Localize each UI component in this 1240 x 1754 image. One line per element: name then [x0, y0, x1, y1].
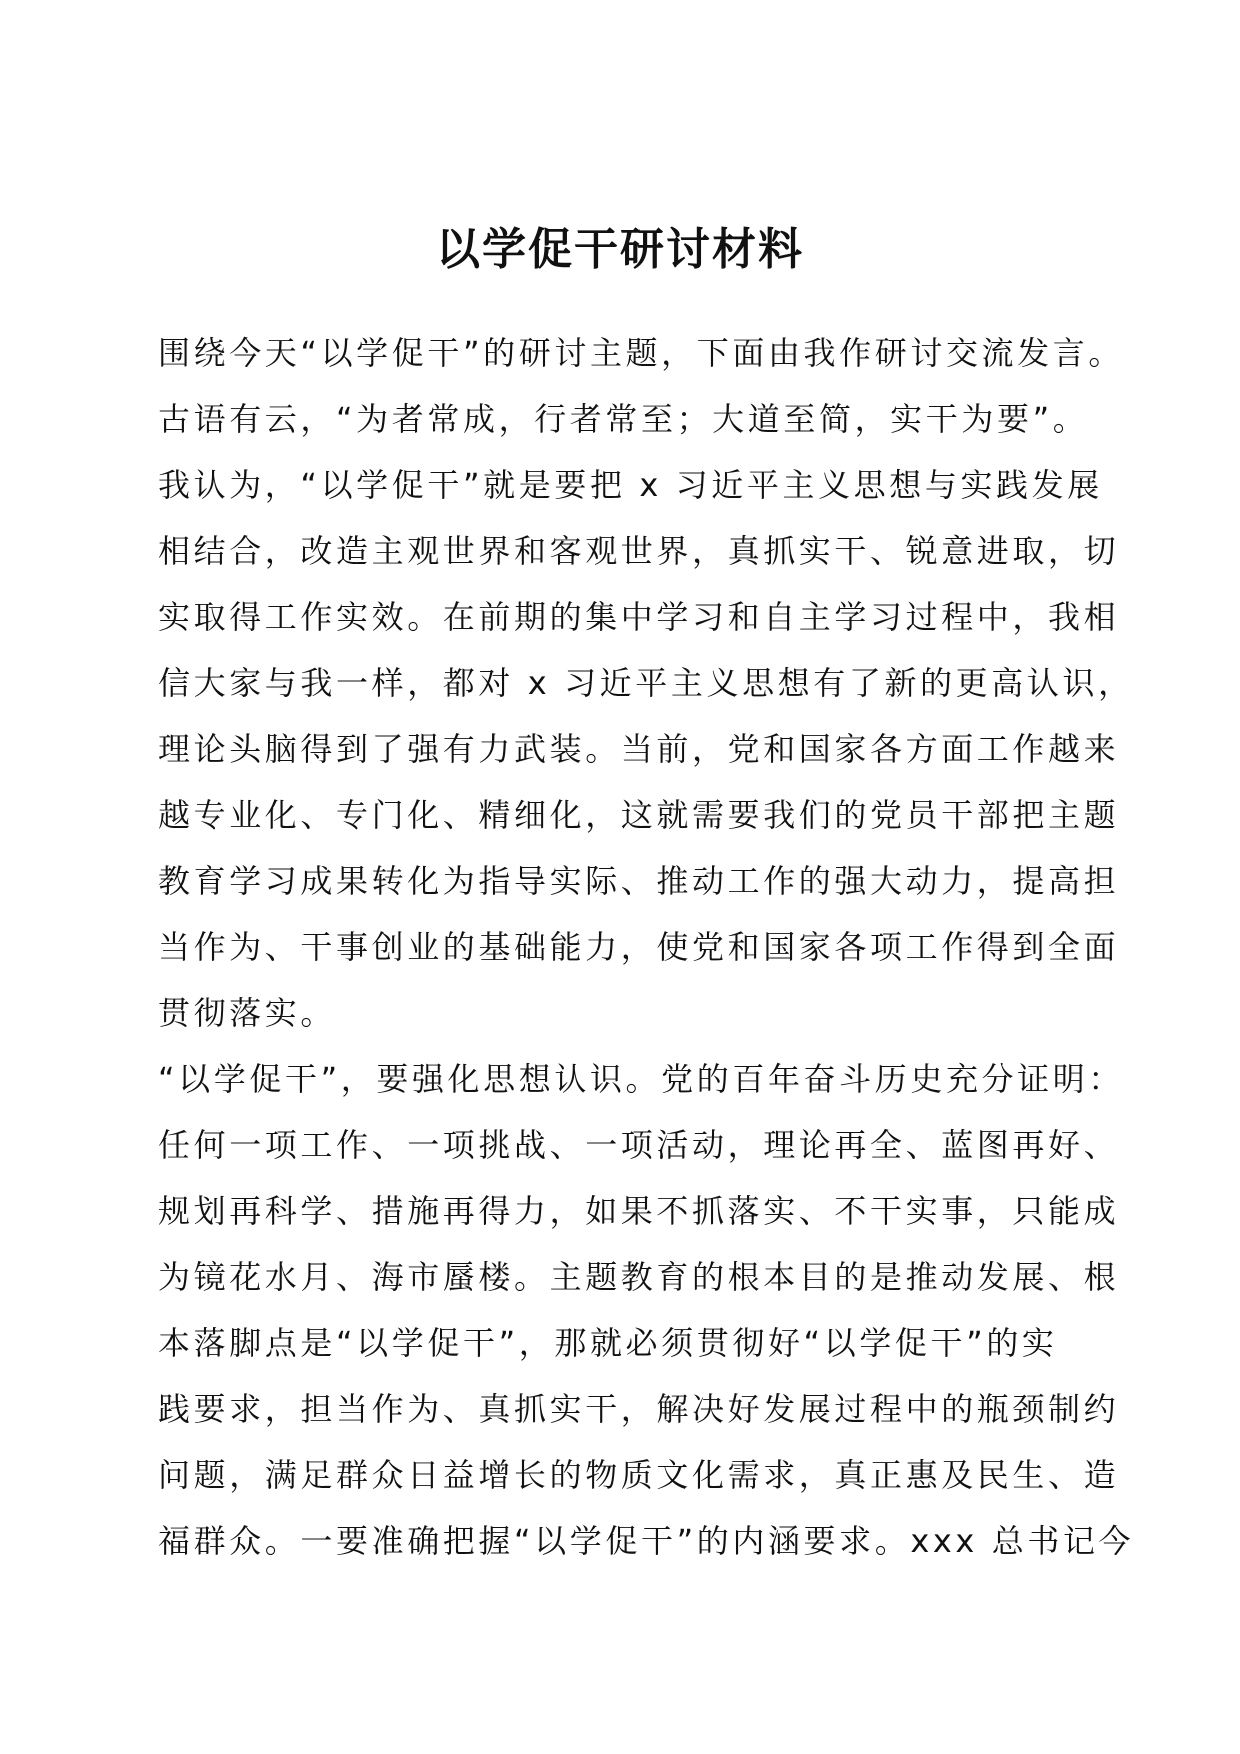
text-line: 围绕今天“以学促干”的研讨主题，下面由我作研讨交流发言。 [158, 334, 1124, 372]
text-line: 古语有云，“为者常成，行者常至；大道至简，实干为要”。 [158, 400, 1089, 438]
text-line: 任何一项工作、一项挑战、一项活动，理论再全、蓝图再好、 [158, 1126, 1120, 1164]
text-line: 我认为，“以学促干”就是要把 x 习近平主义思想与实践发展 [158, 466, 1103, 504]
text-line: 相结合，改造主观世界和客观世界，真抓实干、锐意进取，切 [158, 532, 1120, 570]
text-line: 贯彻落实。 [158, 994, 337, 1032]
text-line: 越专业化、专门化、精细化，这就需要我们的党员干部把主题 [158, 796, 1120, 834]
text-line: 信大家与我一样，都对 x 习近平主义思想有了新的更高认识， [158, 664, 1134, 702]
text-line: 当作为、干事创业的基础能力，使党和国家各项工作得到全面 [158, 928, 1120, 966]
text-line: 规划再科学、措施再得力，如果不抓落实、不干实事，只能成 [158, 1192, 1120, 1230]
text-line: 本落脚点是“以学促干”，那就必须贯彻好“以学促干”的实 [158, 1324, 1058, 1362]
text-line: “以学促干”，要强化思想认识。党的百年奋斗历史充分证明： [158, 1060, 1124, 1098]
text-line: 问题，满足群众日益增长的物质文化需求，真正惠及民生、造 [158, 1456, 1120, 1494]
document-title: 以学促干研讨材料 [436, 224, 804, 275]
text-line: 为镜花水月、海市蜃楼。主题教育的根本目的是推动发展、根 [158, 1258, 1120, 1296]
text-line: 践要求，担当作为、真抓实干，解决好发展过程中的瓶颈制约 [158, 1390, 1120, 1428]
text-line: 理论头脑得到了强有力武装。当前，党和国家各方面工作越来 [158, 730, 1120, 768]
text-line: 实取得工作实效。在前期的集中学习和自主学习过程中，我相 [158, 598, 1120, 636]
text-line: 教育学习成果转化为指导实际、推动工作的强大动力，提高担 [158, 862, 1120, 900]
text-line: 福群众。一要准确把握“以学促干”的内涵要求。xxx 总书记今 [158, 1522, 1135, 1560]
document-body [158, 320, 1135, 1574]
